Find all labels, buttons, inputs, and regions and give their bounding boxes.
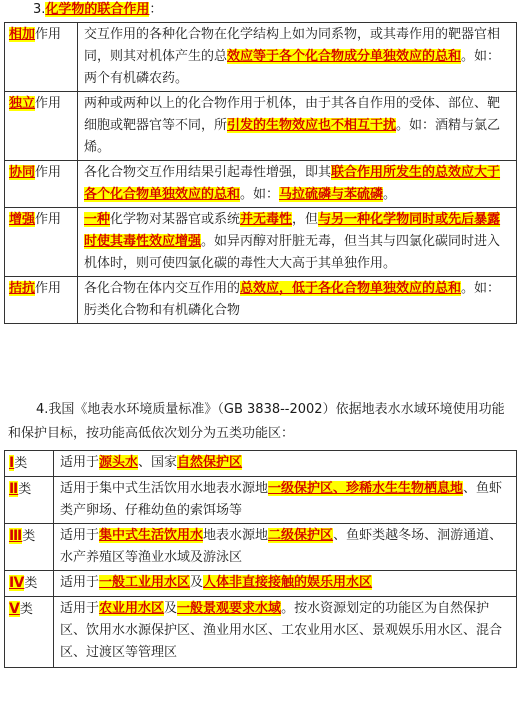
highlighted-text: 农业用水区: [99, 601, 165, 616]
category-cell: [5, 277, 78, 324]
category-cell: [5, 92, 78, 161]
highlighted-text: 联合作用所发生的总效应大于各个化合物单独效应的总和: [84, 165, 501, 202]
description-text: 及: [190, 575, 204, 590]
category-suffix: 类: [14, 456, 28, 471]
category-name: Ⅰ: [9, 455, 15, 471]
description-cell: [54, 477, 517, 524]
description-text: 适用于集中式生活饮用水地表水源地: [60, 481, 269, 496]
category-cell: [5, 477, 54, 524]
description-text: 、国家: [138, 455, 178, 470]
category-suffix: 作用: [35, 281, 62, 296]
highlighted-text: 一级保护区、珍稀水生生物栖息地: [268, 481, 464, 496]
description-text: 地表水源地: [203, 528, 269, 543]
description-text: 。如：: [240, 187, 280, 202]
description-text: 、鱼虾类产卵场、仔稚幼鱼的索饵场等: [60, 481, 503, 518]
category-name: 协同: [9, 165, 36, 180]
description-cell: [54, 524, 517, 571]
category-name: Ⅴ: [9, 601, 20, 617]
joint-action-table: [4, 22, 517, 324]
description-cell: [78, 161, 517, 208]
category-name: 拮抗: [9, 281, 36, 296]
category-name: Ⅲ: [9, 528, 23, 544]
highlighted-text: 源头水: [99, 455, 139, 470]
highlighted-text: 一般景观要求水域: [177, 601, 282, 616]
category-cell: [5, 597, 54, 668]
category-suffix: 类: [24, 576, 38, 591]
highlighted-text: 人体非直接接触的娱乐用水区: [203, 575, 373, 590]
highlighted-text: 并无毒性: [240, 212, 293, 227]
highlighted-text: 效应等于各个化合物成分单独效应的总和: [227, 49, 462, 64]
water-class-row: [5, 571, 517, 597]
category-suffix: 类: [19, 602, 33, 617]
category-cell: [5, 23, 78, 92]
category-name: Ⅱ: [9, 481, 19, 497]
category-name: Ⅳ: [9, 575, 25, 591]
description-text: 适用于: [60, 528, 100, 543]
section-3-title: 化学物的联合作用: [45, 2, 150, 17]
highlighted-text: 一般工业用水区: [99, 575, 191, 590]
description-text: 。: [383, 187, 397, 202]
description-cell: [54, 597, 517, 668]
highlighted-text: 引发的生物效应也不相互干扰: [227, 118, 397, 133]
category-suffix: 作用: [35, 27, 62, 42]
water-class-row: [5, 477, 517, 524]
description-text: 适用于: [60, 455, 100, 470]
joint-action-row: [5, 92, 517, 161]
water-class-row: [5, 524, 517, 571]
description-cell: [78, 277, 517, 324]
description-cell: [54, 451, 517, 477]
highlighted-text: 一种: [84, 212, 111, 227]
highlighted-text: 总效应，低于各化合物单独效应的总和: [240, 281, 462, 296]
category-name: 相加: [9, 27, 36, 42]
category-cell: [5, 208, 78, 277]
description-text: 。如异丙醇对肝脏无毒，但当其与四氯化碳同时进入机体时，则可使四氯化碳的毒性大大高于其单独作用。: [84, 234, 501, 271]
description-text: 化学物对某器官或系统: [110, 212, 241, 227]
joint-action-row: [5, 161, 517, 208]
description-text: 及: [164, 601, 178, 616]
joint-action-row: [5, 277, 517, 324]
category-name: 增强: [9, 212, 36, 227]
highlighted-text: 二级保护区: [268, 528, 334, 543]
description-text: 适用于: [60, 575, 100, 590]
highlighted-text: 与另一种化学物同时或先后暴露时使其毒性效应增强: [84, 212, 501, 249]
water-class-row: [5, 597, 517, 668]
category-cell: [5, 524, 54, 571]
description-cell: [54, 571, 517, 597]
description-text: 。按水资源划定的功能区为自然保护区、饮用水水源保护区、渔业用水区、工农业用水区、景观娱乐用水区、混合区、过渡区等管理区: [60, 601, 503, 660]
description-text: 两种或两种以上的化合物作用于机体，由于其各自作用的受体、部位、靶细胞或靶器官等不同，所: [84, 96, 501, 133]
category-cell: [5, 571, 54, 597]
category-cell: [5, 451, 54, 477]
description-cell: [78, 23, 517, 92]
highlighted-text: 集中式生活饮用水: [99, 528, 204, 543]
category-suffix: 类: [18, 482, 32, 497]
section-3-colon: ：: [149, 2, 163, 17]
description-text: 。如：两个有机磷农药。: [84, 49, 501, 86]
description-text: 各化合物交互作用结果引起毒性增强，即其: [84, 165, 332, 180]
description-text: 。如：酒精与氯乙烯。: [84, 118, 501, 155]
description-text: 。如：肟类化合物和有机磷化合物: [84, 281, 501, 318]
joint-action-row: [5, 23, 517, 92]
category-suffix: 作用: [35, 212, 62, 227]
description-text: 交互作用的各种化合物在化学结构上如为同系物，或其毒作用的靶器官相同，则其对机体产生的总: [84, 27, 501, 64]
water-function-table: [4, 450, 517, 668]
description-cell: [78, 92, 517, 161]
description-text: 适用于: [60, 601, 100, 616]
category-suffix: 作用: [35, 165, 62, 180]
section-3-number: 3.: [33, 2, 46, 17]
category-suffix: 类: [22, 529, 36, 544]
water-class-row: [5, 451, 517, 477]
section-3-heading: [33, 0, 162, 20]
description-cell: [78, 208, 517, 277]
category-suffix: 作用: [35, 96, 62, 111]
section-4-paragraph: 4.我国《地表水环境质量标准》（GB 3838--2002）依据地表水水域环境使用功能和保护目标，按功能高低依次划分为五类功能区：: [8, 402, 505, 441]
description-text: 、鱼虾类越冬场、洄游通道、水产养殖区等渔业水域及游泳区: [60, 528, 503, 565]
highlighted-text: 自然保护区: [177, 455, 243, 470]
category-cell: [5, 161, 78, 208]
description-text: 各化合物在体内交互作用的: [84, 281, 241, 296]
description-text: ，但: [292, 212, 319, 227]
joint-action-row: [5, 208, 517, 277]
highlighted-text: 马拉硫磷与苯硫磷: [279, 187, 384, 202]
category-name: 独立: [9, 96, 36, 111]
